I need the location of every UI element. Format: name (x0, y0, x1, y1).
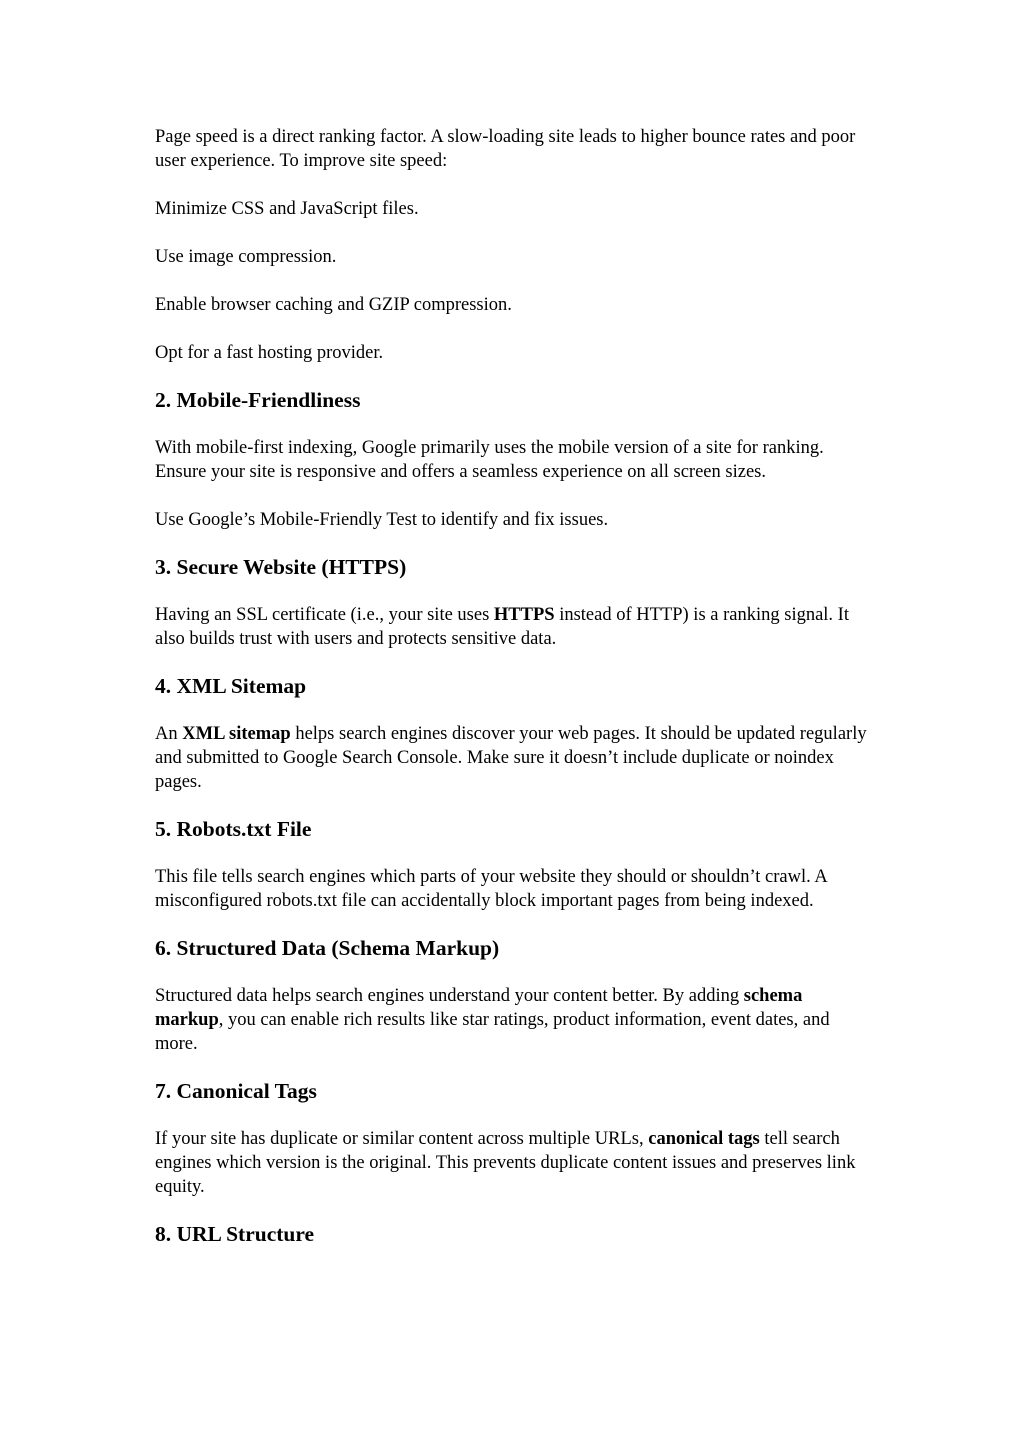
bold-term: canonical tags (648, 1129, 760, 1149)
bold-term: XML sitemap (182, 724, 291, 744)
bold-term: schema markup (155, 986, 803, 1030)
document-body (155, 125, 870, 1270)
text-run: instead of HTTP) is a ranking signal. It also builds trust with users and protects sensitive data. (155, 605, 849, 649)
text-run: An (155, 724, 183, 744)
text-run: helps search engines discover your web pages. It should be updated regularly and submitted to Google Search Console. Make sure it doesn’t include duplicate or noindex pages. (155, 724, 867, 792)
section-paragraph: With mobile-first indexing, Google primarily uses the mobile version of a site for ranking. Ensure your site is responsive and offers a seamless experience on all screen sizes. (155, 438, 824, 482)
text-run: Having an SSL certificate (i.e., your site uses (155, 605, 494, 625)
bold-term: HTTPS (493, 605, 555, 625)
section-heading: 7. Canonical Tags (155, 1079, 317, 1103)
section-heading: 4. XML Sitemap (155, 674, 307, 698)
speed-tip: Minimize CSS and JavaScript files. (155, 199, 419, 219)
text-run: tell search engines which version is the original. This prevents duplicate content issues and preserves link equity. (155, 1129, 856, 1197)
section-heading: 2. Mobile-Friendliness (155, 388, 361, 412)
text-run: , you can enable rich results like star ratings, product information, event dates, and more. (155, 1010, 830, 1054)
text-run: Structured data helps search engines understand your content better. By adding (155, 986, 744, 1006)
speed-tip: Use image compression. (155, 247, 337, 267)
section-paragraph (155, 1127, 870, 1199)
section-paragraph: This file tells search engines which parts of your website they should or shouldn’t crawl. A misconfigured robots.txt file can accidentally block important pages from being indexed. (155, 867, 827, 911)
section-heading: 5. Robots.txt File (155, 817, 312, 841)
section-paragraph (155, 722, 870, 794)
intro-paragraph: Page speed is a direct ranking factor. A slow-loading site leads to higher bounce rates and poor user experience. To improve site speed: (155, 127, 856, 171)
speed-tip: Enable browser caching and GZIP compression. (155, 295, 512, 315)
section-heading: 8. URL Structure (155, 1222, 315, 1246)
section-paragraph: Use Google’s Mobile-Friendly Test to identify and fix issues. (155, 510, 609, 530)
section-paragraph (155, 984, 870, 1056)
speed-tip: Opt for a fast hosting provider. (155, 343, 384, 363)
text-run: If your site has duplicate or similar content across multiple URLs, (155, 1129, 649, 1149)
section-heading: 6. Structured Data (Schema Markup) (155, 936, 500, 960)
section-heading: 3. Secure Website (HTTPS) (155, 555, 407, 579)
section-paragraph (155, 603, 870, 651)
